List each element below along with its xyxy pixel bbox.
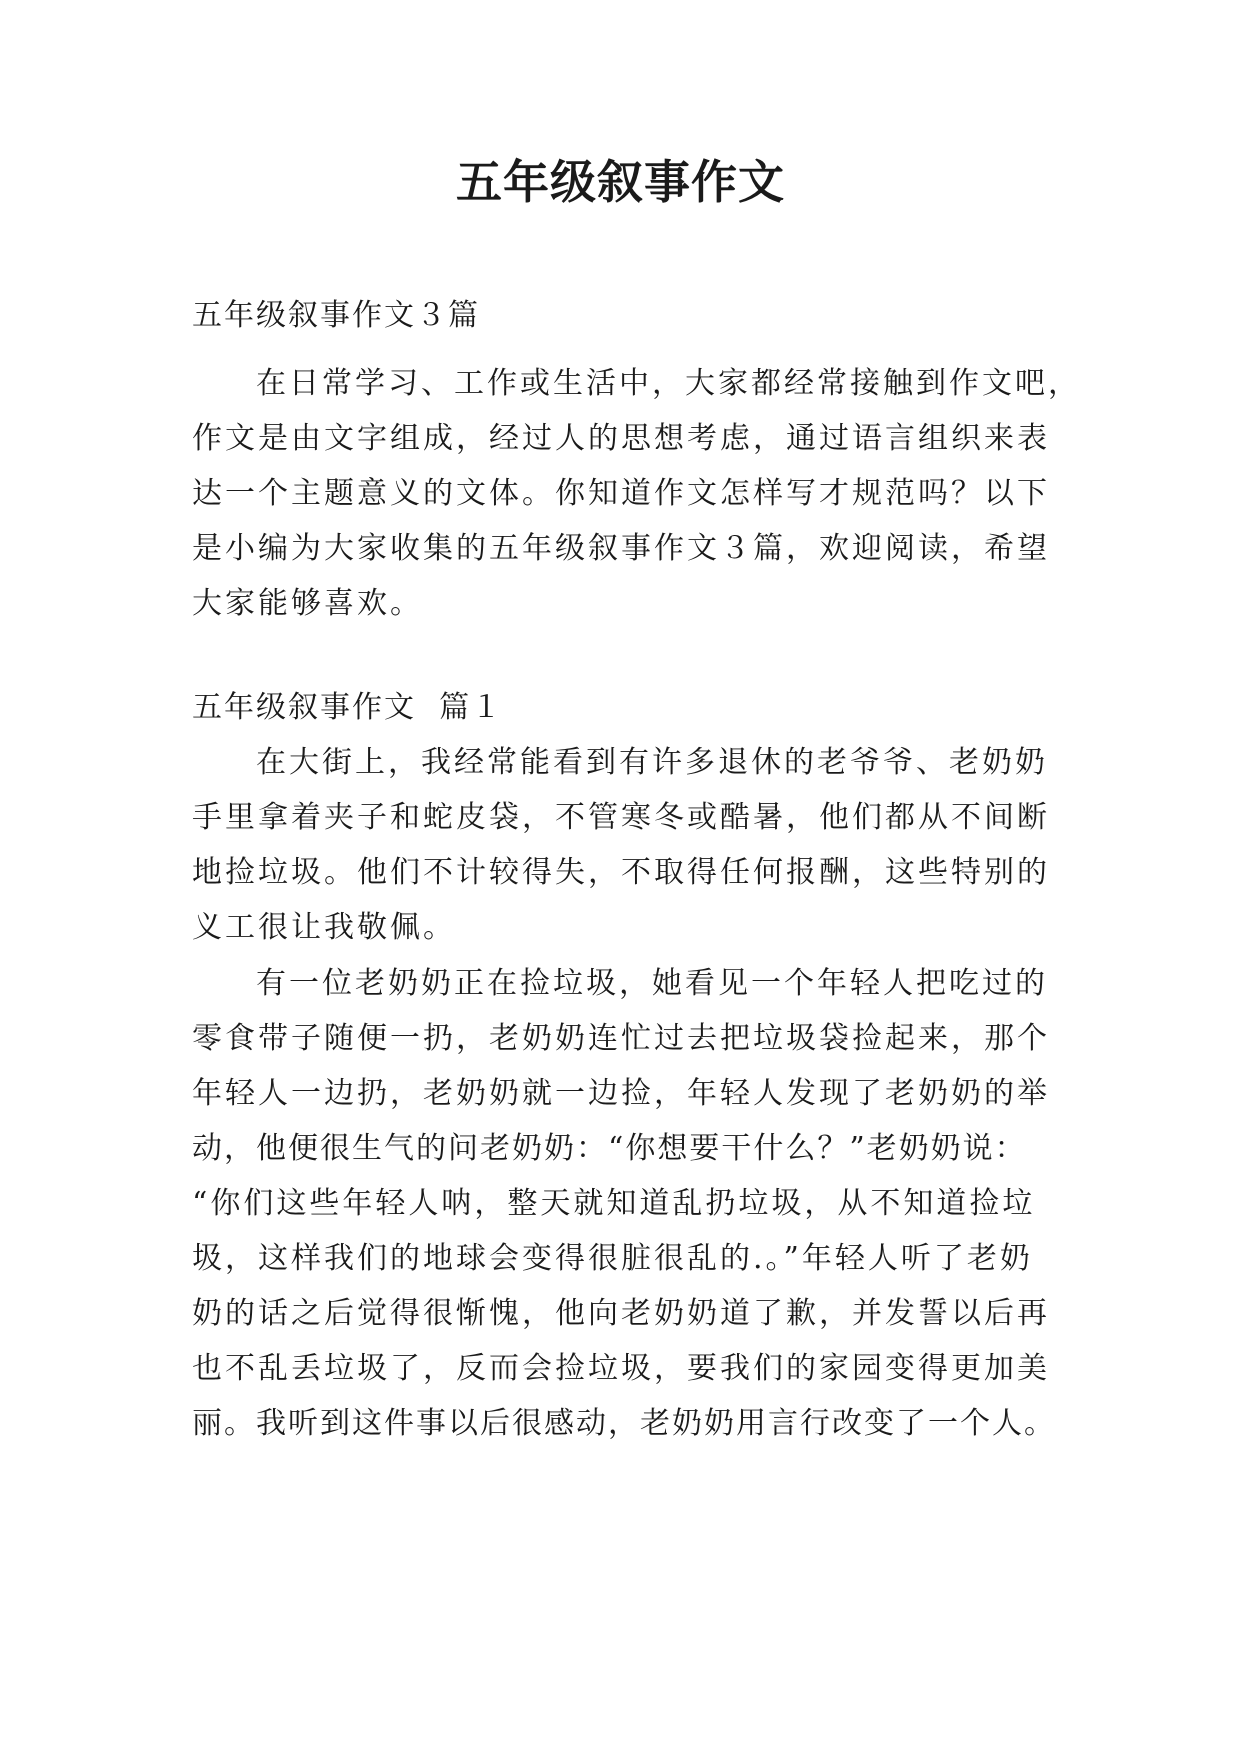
- body-line: 在大街上，我经常能看到有许多退休的老爷爷、老奶奶: [256, 745, 1048, 780]
- document-subtitle: 五年级叙事作文３篇: [192, 298, 480, 333]
- intro-line: 作文是由文字组成，经过人的思想考虑，通过语言组织来表: [192, 421, 1050, 456]
- document-title: 五年级叙事作文: [456, 155, 785, 209]
- intro-line: 达一个主题意义的文体。你知道作文怎样写才规范吗？以下: [192, 476, 1050, 511]
- body-line: 圾，这样我们的地球会变得很脏很乱的.。”年轻人听了老奶: [192, 1241, 1033, 1276]
- section-heading: 五年级叙事作文 篇１: [192, 690, 504, 725]
- body-line: 丽。我听到这件事以后很感动，老奶奶用言行改变了一个人。: [192, 1406, 1056, 1441]
- intro-line: 是小编为大家收集的五年级叙事作文３篇，欢迎阅读，希望: [192, 531, 1050, 566]
- intro-line: 大家能够喜欢。: [192, 586, 423, 621]
- body-line: 地捡垃圾。他们不计较得失，不取得任何报酬，这些特别的: [192, 855, 1050, 890]
- body-line: 零食带子随便一扔，老奶奶连忙过去把垃圾袋捡起来，那个: [192, 1021, 1050, 1056]
- body-line: 手里拿着夹子和蛇皮袋，不管寒冬或酷暑，他们都从不间断: [192, 800, 1050, 835]
- intro-line: 在日常学习、工作或生活中，大家都经常接触到作文吧，: [256, 366, 1081, 401]
- body-line: 年轻人一边扔，老奶奶就一边捡，年轻人发现了老奶奶的举: [192, 1076, 1050, 1111]
- body-line: “你们这些年轻人呐，整天就知道乱扔垃圾，从不知道捡垃: [192, 1186, 1036, 1221]
- body-line: 奶的话之后觉得很惭愧，他向老奶奶道了歉，并发誓以后再: [192, 1296, 1050, 1331]
- body-line: 动，他便很生气的问老奶奶：“你想要干什么？”老奶奶说：: [192, 1131, 1027, 1166]
- body-line: 也不乱丢垃圾了，反而会捡垃圾，要我们的家园变得更加美: [192, 1351, 1050, 1386]
- body-line: 有一位老奶奶正在捡垃圾，她看见一个年轻人把吃过的: [256, 966, 1048, 1001]
- body-line: 义工很让我敬佩。: [192, 910, 456, 945]
